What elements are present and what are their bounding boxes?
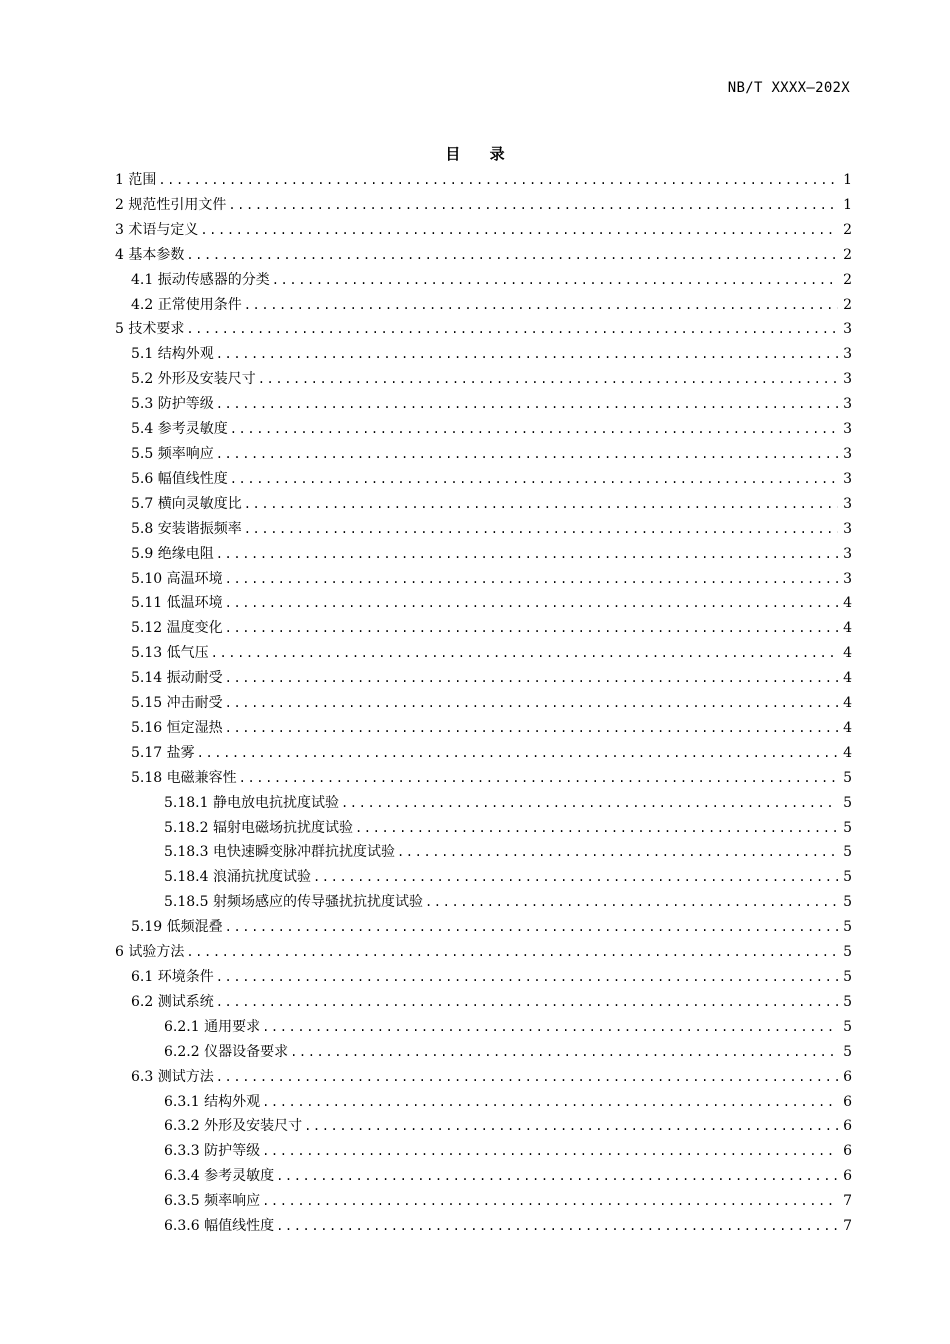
toc-dot-leader bbox=[262, 1139, 838, 1164]
toc-entry-page-number: 3 bbox=[843, 495, 852, 512]
toc-entry-page-number: 5 bbox=[843, 1043, 852, 1060]
toc-dot-leader bbox=[262, 1189, 838, 1214]
toc-entry-title: 5.7 横向灵敏度比 bbox=[131, 495, 242, 512]
toc-entry[interactable] bbox=[115, 890, 852, 915]
toc-entry[interactable] bbox=[115, 218, 852, 243]
toc-entry-page-number: 5 bbox=[843, 969, 852, 985]
toc-dot-leader bbox=[228, 193, 838, 218]
toc-dot-leader bbox=[225, 591, 838, 616]
toc-entry-page-number: 2 bbox=[843, 246, 852, 263]
toc-entry[interactable] bbox=[115, 1040, 852, 1065]
toc-entry-page-number: 3 bbox=[843, 470, 852, 487]
toc-entry[interactable] bbox=[115, 392, 852, 417]
toc-entry[interactable] bbox=[115, 442, 852, 467]
toc-dot-leader bbox=[197, 741, 838, 766]
toc-entry[interactable] bbox=[115, 1090, 852, 1115]
toc-entry[interactable] bbox=[115, 691, 852, 716]
toc-entry-title: 6.3.3 防护等级 bbox=[164, 1143, 261, 1160]
toc-entry-page-number: 5 bbox=[843, 769, 852, 786]
toc-entry-title: 4.1 振动传感器的分类 bbox=[131, 271, 270, 288]
toc-entry-page-number: 4 bbox=[843, 595, 852, 612]
toc-entry-title: 5.18 电磁兼容性 bbox=[131, 769, 237, 786]
standard-code-header: NB/T XXXX—202X bbox=[727, 80, 850, 96]
toc-entry[interactable] bbox=[115, 317, 852, 342]
toc-dot-leader bbox=[216, 965, 838, 990]
toc-entry-title: 6.3.4 参考灵敏度 bbox=[164, 1168, 275, 1185]
toc-dot-leader bbox=[200, 218, 838, 243]
toc-entry[interactable] bbox=[115, 417, 852, 442]
toc-entry[interactable] bbox=[115, 840, 852, 865]
toc-dot-leader bbox=[216, 392, 838, 417]
toc-entry-title: 5.17 盐雾 bbox=[131, 744, 195, 761]
toc-entry-page-number: 3 bbox=[843, 371, 852, 388]
toc-dot-leader bbox=[158, 168, 838, 193]
toc-entry[interactable] bbox=[115, 268, 852, 293]
toc-entry-title: 6.2.1 通用要求 bbox=[164, 1018, 261, 1035]
toc-dot-leader bbox=[244, 492, 838, 517]
toc-entry-page-number: 6 bbox=[843, 1143, 852, 1160]
toc-dot-leader bbox=[341, 791, 838, 816]
toc-entry[interactable] bbox=[115, 915, 852, 940]
toc-entry-title: 6.2 测试系统 bbox=[131, 993, 214, 1010]
toc-entry[interactable] bbox=[115, 367, 852, 392]
toc-entry-title: 5.14 振动耐受 bbox=[131, 670, 223, 687]
toc-dot-leader bbox=[225, 567, 838, 592]
toc-entry-page-number: 4 bbox=[843, 695, 852, 712]
toc-dot-leader bbox=[230, 417, 838, 442]
toc-dot-leader bbox=[216, 342, 838, 367]
toc-entry-page-number: 5 bbox=[843, 919, 852, 936]
toc-entry-page-number: 4 bbox=[843, 719, 852, 736]
toc-entry-page-number: 3 bbox=[843, 445, 852, 462]
toc-entry[interactable] bbox=[115, 1189, 852, 1214]
toc-entry-page-number: 5 bbox=[843, 819, 852, 836]
toc-dot-leader bbox=[225, 691, 838, 716]
toc-entry[interactable] bbox=[115, 1164, 852, 1189]
toc-entry[interactable] bbox=[115, 816, 852, 841]
toc-entry-page-number: 1 bbox=[843, 172, 852, 188]
toc-entry[interactable] bbox=[115, 193, 852, 218]
table-of-contents bbox=[115, 168, 852, 1239]
toc-entry-title: 5.2 外形及安装尺寸 bbox=[131, 371, 256, 388]
toc-entry-page-number: 3 bbox=[843, 346, 852, 363]
toc-entry-title: 6 试验方法 bbox=[115, 944, 185, 961]
toc-entry[interactable] bbox=[115, 591, 852, 616]
toc-entry-title: 6.3 测试方法 bbox=[131, 1068, 214, 1085]
toc-entry-page-number: 4 bbox=[843, 645, 852, 662]
toc-title: 目 录 bbox=[445, 145, 517, 163]
toc-entry-page-number: 3 bbox=[843, 421, 852, 438]
toc-entry-page-number: 2 bbox=[843, 221, 852, 238]
toc-entry-title: 5.13 低气压 bbox=[131, 645, 209, 662]
toc-entry[interactable] bbox=[115, 168, 852, 193]
toc-dot-leader bbox=[186, 317, 838, 342]
toc-dot-leader bbox=[225, 915, 838, 940]
toc-entry-title: 5.9 绝缘电阻 bbox=[131, 545, 214, 562]
toc-entry[interactable] bbox=[115, 1139, 852, 1164]
toc-dot-leader bbox=[244, 293, 838, 318]
toc-entry-page-number: 5 bbox=[843, 794, 852, 811]
toc-entry[interactable] bbox=[115, 641, 852, 666]
toc-entry-page-number: 3 bbox=[843, 396, 852, 413]
toc-entry[interactable] bbox=[115, 990, 852, 1015]
toc-entry-title: 6.3.6 幅值线性度 bbox=[164, 1218, 275, 1235]
toc-entry-page-number: 6 bbox=[843, 1093, 852, 1110]
toc-entry-page-number: 6 bbox=[843, 1068, 852, 1085]
toc-dot-leader bbox=[397, 840, 838, 865]
toc-entry[interactable] bbox=[115, 940, 852, 965]
toc-entry-title: 4 基本参数 bbox=[115, 246, 185, 263]
toc-entry-page-number: 2 bbox=[843, 296, 852, 313]
toc-entry-title: 1 范围 bbox=[115, 172, 157, 188]
toc-dot-leader bbox=[290, 1040, 838, 1065]
toc-entry-title: 5.6 幅值线性度 bbox=[131, 470, 228, 487]
toc-entry-title: 5.1 结构外观 bbox=[131, 346, 214, 363]
toc-dot-leader bbox=[244, 517, 838, 542]
toc-entry-page-number: 4 bbox=[843, 744, 852, 761]
toc-entry-title: 5.3 防护等级 bbox=[131, 396, 214, 413]
toc-entry-title: 6.3.5 频率响应 bbox=[164, 1193, 261, 1210]
toc-entry[interactable] bbox=[115, 791, 852, 816]
toc-dot-leader bbox=[304, 1114, 838, 1139]
toc-entry-title: 5 技术要求 bbox=[115, 321, 185, 338]
toc-entry-page-number: 1 bbox=[843, 196, 852, 213]
toc-entry-page-number: 5 bbox=[843, 894, 852, 911]
toc-entry-title: 5.18.2 辐射电磁场抗扰度试验 bbox=[164, 819, 353, 836]
toc-dot-leader bbox=[216, 542, 838, 567]
toc-entry-page-number: 5 bbox=[843, 869, 852, 886]
toc-entry[interactable] bbox=[115, 1065, 852, 1090]
toc-entry-page-number: 5 bbox=[843, 993, 852, 1010]
toc-entry-page-number: 4 bbox=[843, 620, 852, 637]
toc-entry[interactable] bbox=[115, 243, 852, 268]
toc-dot-leader bbox=[216, 990, 838, 1015]
toc-entry-title: 5.12 温度变化 bbox=[131, 620, 223, 637]
toc-entry-title: 5.18.1 静电放电抗扰度试验 bbox=[164, 794, 339, 811]
toc-entry[interactable] bbox=[115, 467, 852, 492]
toc-dot-leader bbox=[276, 1164, 838, 1189]
toc-entry-title: 5.18.5 射频场感应的传导骚扰抗扰度试验 bbox=[164, 894, 423, 911]
toc-entry-title: 5.15 冲击耐受 bbox=[131, 695, 223, 712]
toc-dot-leader bbox=[239, 766, 838, 791]
toc-entry[interactable] bbox=[115, 1214, 852, 1239]
toc-entry[interactable] bbox=[115, 666, 852, 691]
toc-dot-leader bbox=[186, 243, 838, 268]
toc-dot-leader bbox=[425, 890, 838, 915]
toc-entry-page-number: 3 bbox=[843, 570, 852, 587]
toc-dot-leader bbox=[276, 1214, 838, 1239]
toc-entry[interactable] bbox=[115, 542, 852, 567]
toc-entry-page-number: 3 bbox=[843, 321, 852, 338]
toc-entry-title: 5.16 恒定湿热 bbox=[131, 719, 223, 736]
toc-entry-title: 5.10 高温环境 bbox=[131, 570, 223, 587]
toc-entry-page-number: 3 bbox=[843, 520, 852, 537]
toc-entry[interactable] bbox=[115, 293, 852, 318]
toc-entry-title: 5.11 低温环境 bbox=[131, 595, 223, 612]
toc-entry-title: 5.18.3 电快速瞬变脉冲群抗扰度试验 bbox=[164, 844, 395, 861]
toc-dot-leader bbox=[262, 1015, 838, 1040]
toc-dot-leader bbox=[272, 268, 838, 293]
toc-entry-page-number: 3 bbox=[843, 545, 852, 562]
toc-entry-page-number: 5 bbox=[843, 844, 852, 861]
toc-dot-leader bbox=[313, 865, 838, 890]
toc-entry[interactable] bbox=[115, 716, 852, 741]
toc-entry[interactable] bbox=[115, 616, 852, 641]
toc-entry-title: 5.4 参考灵敏度 bbox=[131, 421, 228, 438]
toc-entry-title: 5.19 低频混叠 bbox=[131, 919, 223, 936]
toc-dot-leader bbox=[225, 616, 838, 641]
toc-entry-page-number: 5 bbox=[843, 944, 852, 961]
toc-entry[interactable] bbox=[115, 766, 852, 791]
toc-dot-leader bbox=[186, 940, 838, 965]
toc-entry-title: 5.8 安装谐振频率 bbox=[131, 520, 242, 537]
toc-entry-title: 5.5 频率响应 bbox=[131, 445, 214, 462]
toc-entry-title: 6.3.2 外形及安装尺寸 bbox=[164, 1118, 303, 1135]
toc-entry[interactable] bbox=[115, 1114, 852, 1139]
toc-entry[interactable] bbox=[115, 965, 852, 990]
toc-entry-page-number: 4 bbox=[843, 670, 852, 687]
toc-dot-leader bbox=[262, 1090, 838, 1115]
toc-dot-leader bbox=[355, 816, 838, 841]
toc-entry-page-number: 2 bbox=[843, 271, 852, 288]
toc-entry-title: 6.3.1 结构外观 bbox=[164, 1093, 261, 1110]
toc-entry[interactable] bbox=[115, 567, 852, 592]
toc-entry[interactable] bbox=[115, 492, 852, 517]
toc-dot-leader bbox=[225, 716, 838, 741]
toc-dot-leader bbox=[216, 442, 838, 467]
toc-entry[interactable] bbox=[115, 741, 852, 766]
toc-entry-page-number: 6 bbox=[843, 1118, 852, 1135]
toc-entry[interactable] bbox=[115, 1015, 852, 1040]
toc-entry-title: 6.2.2 仪器设备要求 bbox=[164, 1043, 289, 1060]
toc-dot-leader bbox=[216, 1065, 838, 1090]
toc-entry[interactable] bbox=[115, 865, 852, 890]
toc-entry-title: 4.2 正常使用条件 bbox=[131, 296, 242, 313]
toc-dot-leader bbox=[258, 367, 838, 392]
toc-entry-title: 2 规范性引用文件 bbox=[115, 196, 227, 213]
toc-dot-leader bbox=[225, 666, 838, 691]
toc-dot-leader bbox=[211, 641, 838, 666]
toc-entry[interactable] bbox=[115, 342, 852, 367]
toc-entry-title: 6.1 环境条件 bbox=[131, 969, 214, 985]
toc-entry[interactable] bbox=[115, 517, 852, 542]
toc-entry-page-number: 5 bbox=[843, 1018, 852, 1035]
toc-entry-page-number: 7 bbox=[843, 1218, 852, 1235]
toc-entry-page-number: 6 bbox=[843, 1168, 852, 1185]
toc-entry-title: 3 术语与定义 bbox=[115, 221, 199, 238]
toc-entry-title: 5.18.4 浪涌抗扰度试验 bbox=[164, 869, 311, 886]
toc-entry-page-number: 7 bbox=[843, 1193, 852, 1210]
toc-dot-leader bbox=[230, 467, 838, 492]
